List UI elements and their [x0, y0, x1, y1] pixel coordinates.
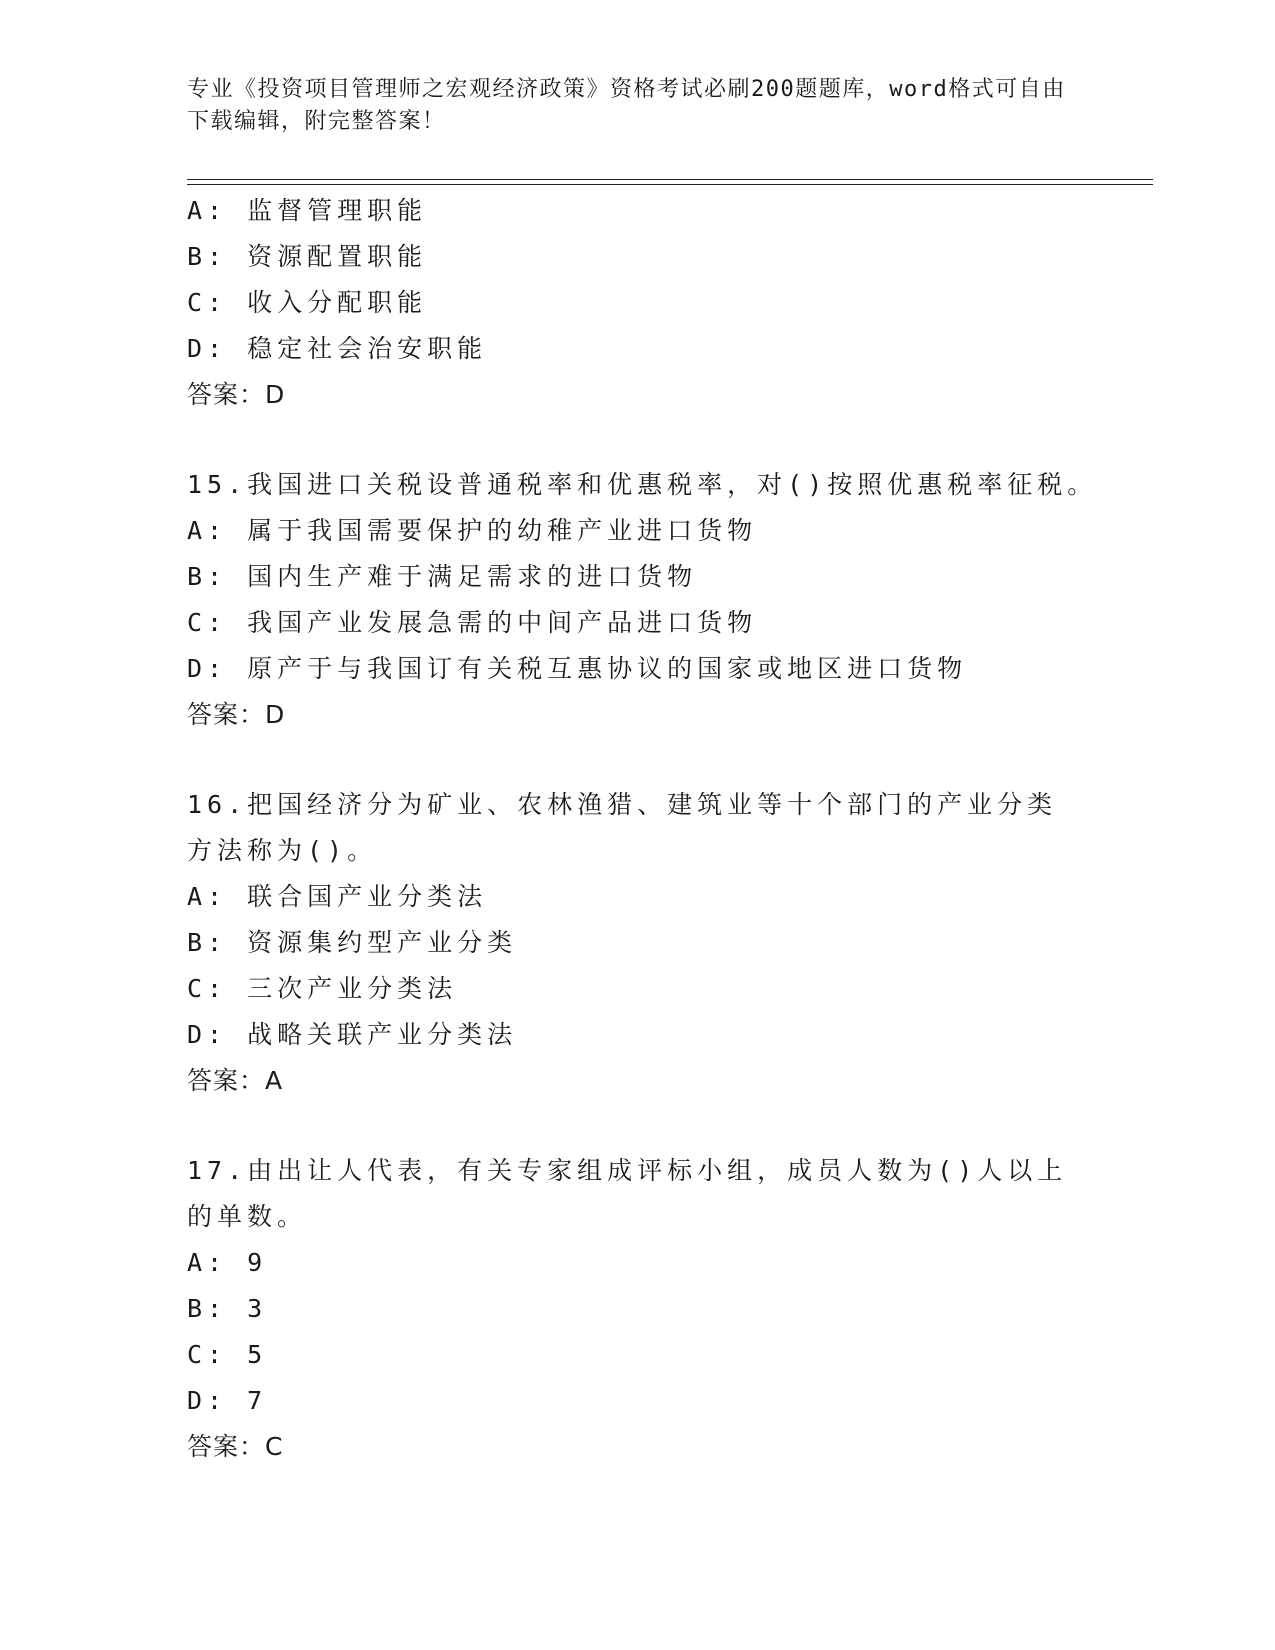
header-rule-bottom	[187, 184, 1153, 185]
spacer	[187, 738, 1087, 782]
option-c: C: 收入分配职能	[187, 288, 428, 317]
option-a: A: 联合国产业分类法	[187, 882, 488, 911]
question-stem: 17.由出让人代表，有关专家组成评标小组，成员人数为()人以上的单数。	[187, 1156, 1068, 1231]
option-d: D: 稳定社会治安职能	[187, 334, 488, 363]
answer: 答案：C	[187, 1432, 284, 1461]
answer: 答案：A	[187, 1066, 284, 1095]
option-a: A: 9	[187, 1248, 268, 1277]
spacer	[187, 418, 1087, 462]
option-d: D: 7	[187, 1386, 268, 1415]
question-list	[187, 188, 1098, 1470]
question-16	[187, 782, 1087, 1104]
option-d: D: 原产于与我国订有关税互惠协议的国家或地区进口货物	[187, 654, 968, 683]
option-b: B: 资源配置职能	[187, 242, 428, 271]
question-stem: 16.把国经济分为矿业、农林渔猎、建筑业等十个部门的产业分类方法称为()。	[187, 790, 1058, 865]
option-a: A: 监督管理职能	[187, 196, 428, 225]
question-15	[187, 462, 1098, 738]
answer: 答案：D	[187, 700, 286, 729]
option-b: B: 3	[187, 1294, 268, 1323]
option-b: B: 资源集约型产业分类	[187, 928, 518, 957]
answer: 答案：D	[187, 380, 286, 409]
header-rule-top	[187, 179, 1153, 180]
option-a: A: 属于我国需要保护的幼稚产业进口货物	[187, 516, 758, 545]
spacer	[187, 1104, 1087, 1148]
option-c: C: 我国产业发展急需的中间产品进口货物	[187, 608, 758, 637]
option-d: D: 战略关联产业分类法	[187, 1020, 518, 1049]
option-c: C: 5	[187, 1340, 268, 1369]
option-c: C: 三次产业分类法	[187, 974, 458, 1003]
option-b: B: 国内生产难于满足需求的进口货物	[187, 562, 698, 591]
document-header: 专业《投资项目管理师之宏观经济政策》资格考试必刷200题题库，word格式可自由下载编辑，附完整答案！	[187, 77, 1066, 134]
question-14	[187, 188, 1087, 418]
question-17	[187, 1148, 1087, 1470]
question-stem: 15.我国进口关税设普通税率和优惠税率，对()按照优惠税率征税。	[187, 470, 1098, 499]
